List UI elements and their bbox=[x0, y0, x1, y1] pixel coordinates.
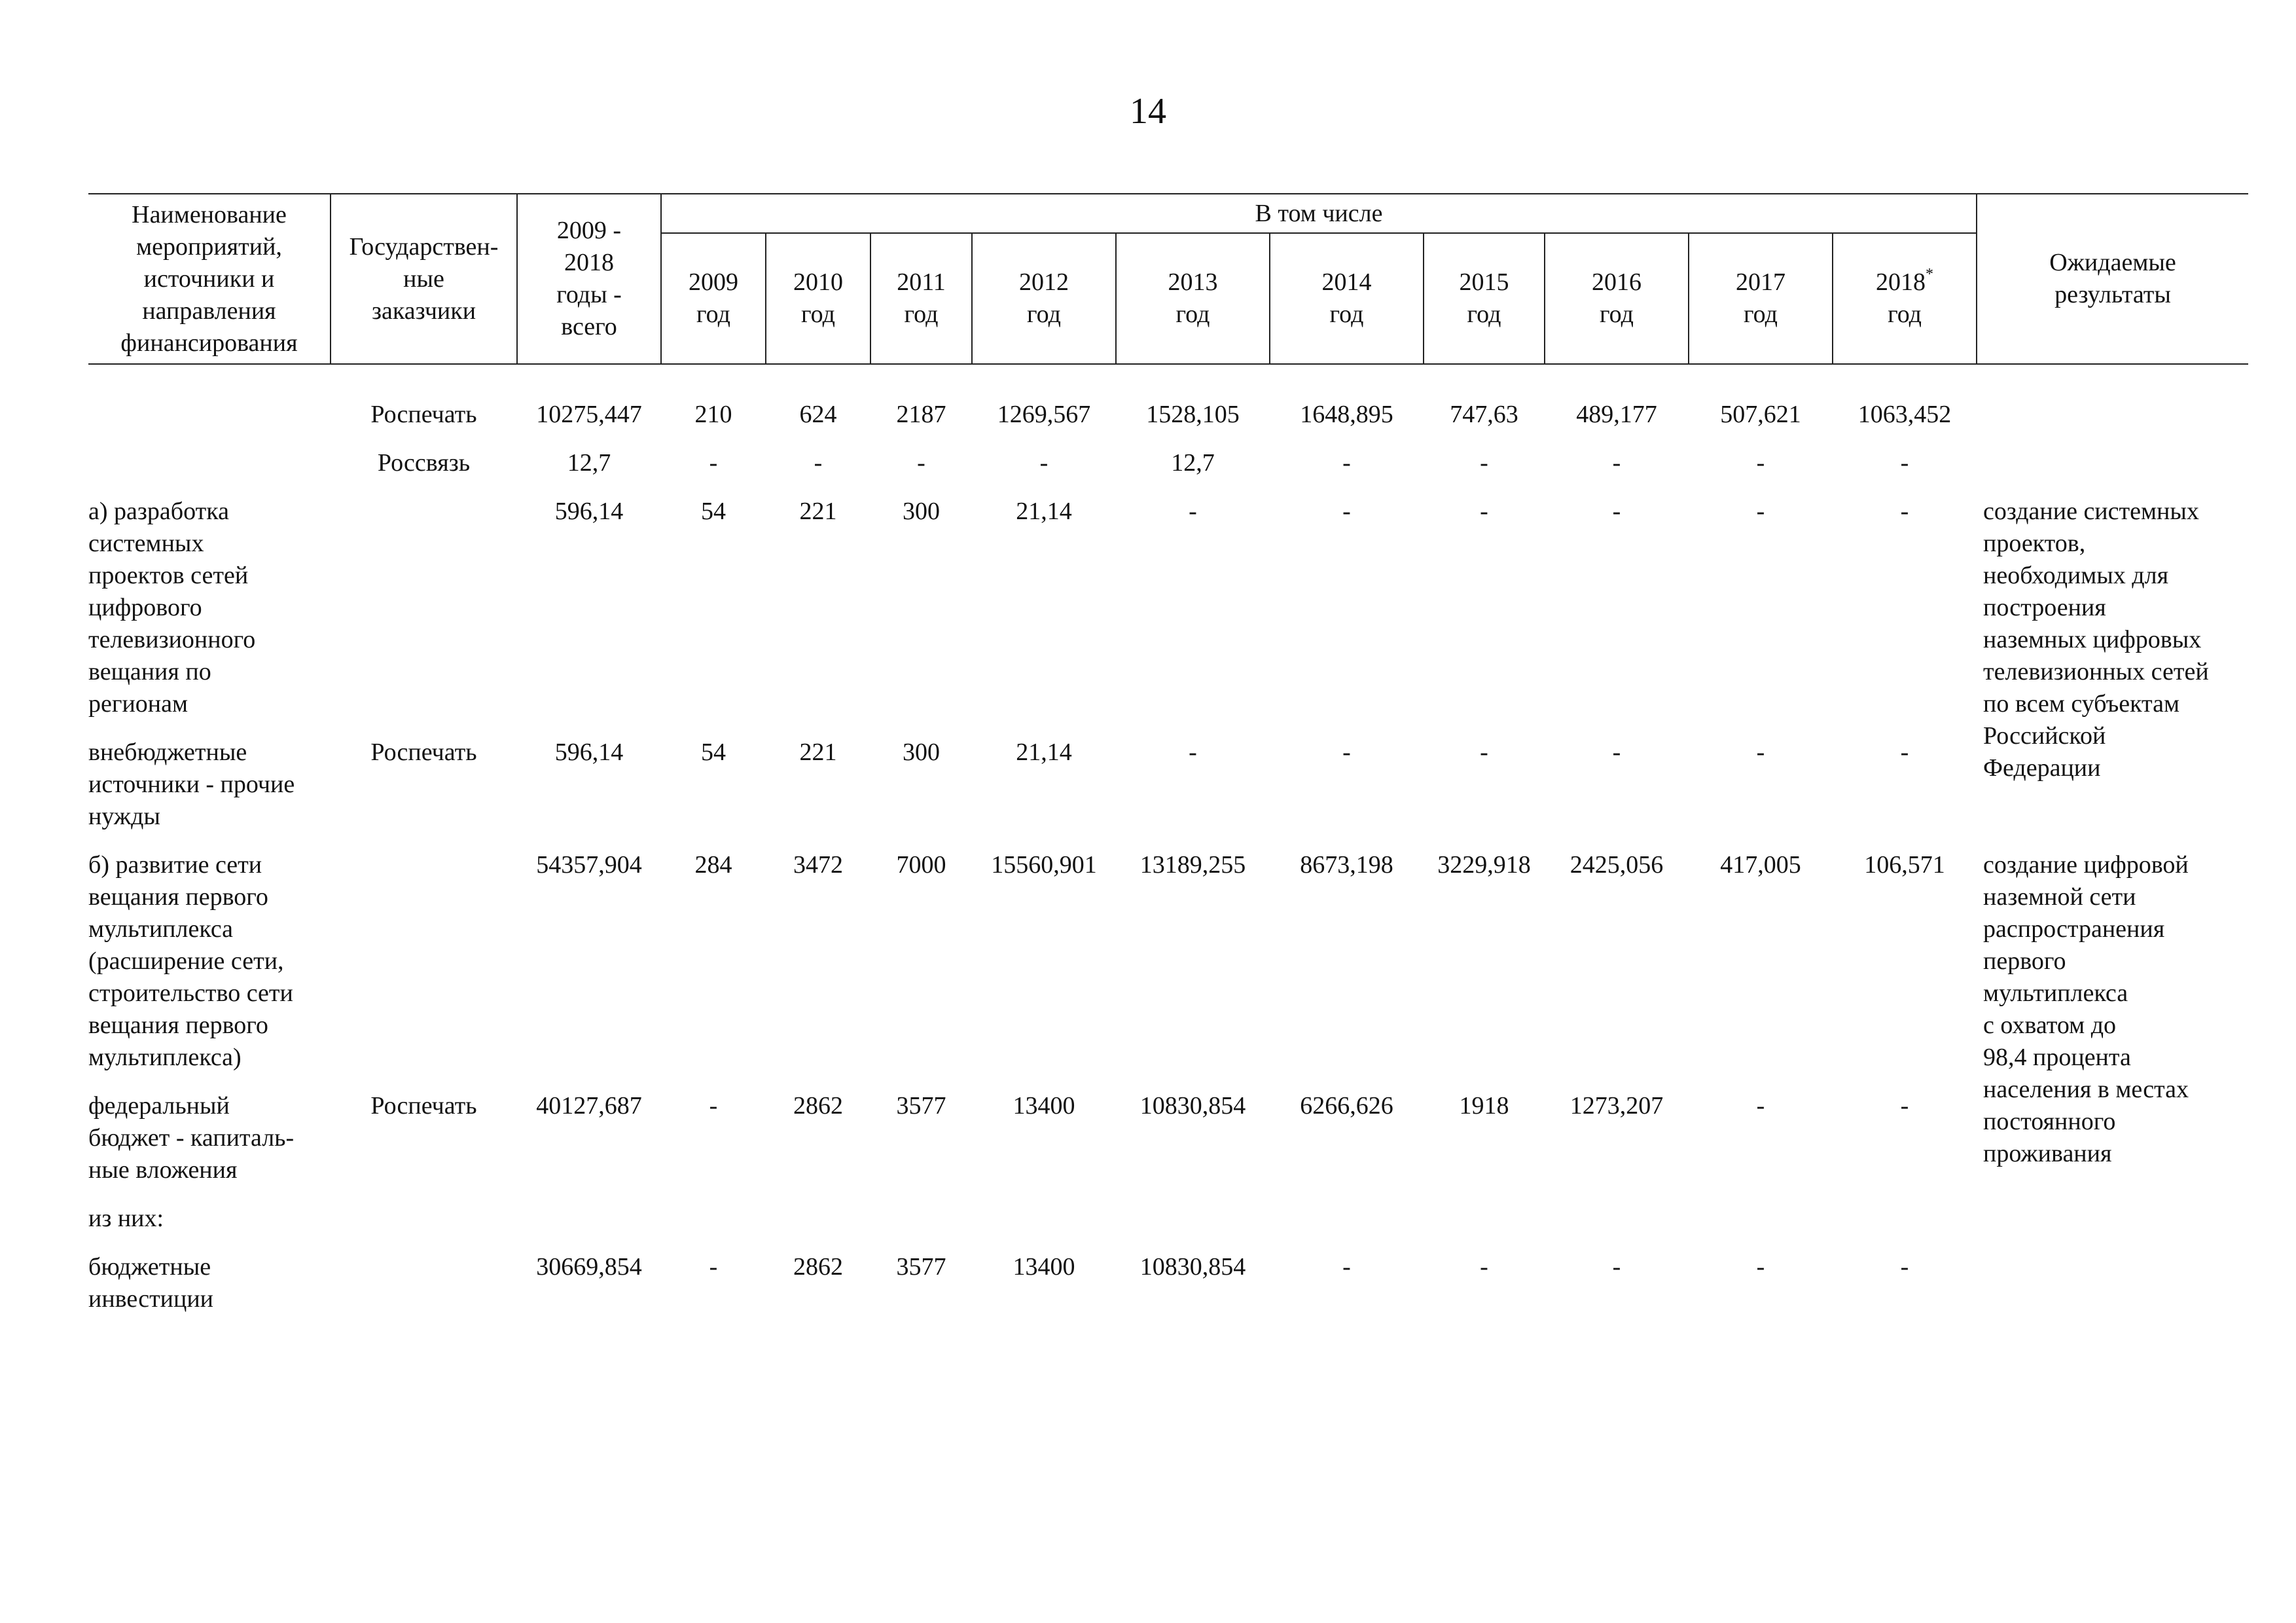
table-row bbox=[88, 1090, 2248, 1203]
cell-2013: - bbox=[1189, 739, 1197, 766]
row-name bbox=[88, 399, 331, 447]
cell-2017: - bbox=[1756, 498, 1765, 525]
cell-2018 bbox=[1833, 1203, 1977, 1251]
cell-2013 bbox=[1116, 1203, 1270, 1251]
cell-2015: 3229,918 bbox=[1437, 851, 1531, 879]
table-row bbox=[88, 447, 2248, 496]
page-number: 14 bbox=[1130, 91, 1166, 132]
cell-2011: 300 bbox=[903, 498, 940, 525]
table-row bbox=[88, 737, 2248, 849]
cell-2014: - bbox=[1342, 449, 1351, 477]
cell-2011: 2187 bbox=[896, 401, 946, 428]
cell-2015: 1918 bbox=[1459, 1092, 1509, 1120]
cell-2014: - bbox=[1342, 1253, 1351, 1281]
cell-2016 bbox=[1545, 1203, 1689, 1251]
cell-2017: 507,621 bbox=[1720, 401, 1801, 428]
cell-2016: - bbox=[1612, 449, 1621, 477]
row-result-empty bbox=[1977, 447, 2248, 496]
row-total: 40127,687 bbox=[536, 1092, 642, 1120]
cell-2012: 15560,901 bbox=[991, 851, 1097, 879]
header-year-2011: 2011 год bbox=[870, 233, 972, 364]
cell-2010: - bbox=[814, 449, 823, 477]
cell-2016: - bbox=[1612, 739, 1621, 766]
row-customer bbox=[331, 1203, 517, 1251]
cell-2018: - bbox=[1900, 498, 1909, 525]
row-customer: Россвязь bbox=[377, 449, 471, 477]
row-name: б) развитие сети вещания первого мультиплекса (расширение сети, строительство сети вещания первого мультиплекса) bbox=[88, 851, 293, 1071]
cell-2017: - bbox=[1756, 1092, 1765, 1120]
cell-2010: 624 bbox=[799, 401, 837, 428]
cell-2014: 1648,895 bbox=[1300, 401, 1393, 428]
cell-2012: 13400 bbox=[1013, 1092, 1075, 1120]
header-results: Ожидаемые результаты bbox=[1977, 194, 2248, 364]
cell-2009: 284 bbox=[694, 851, 732, 879]
cell-2012: 13400 bbox=[1013, 1253, 1075, 1281]
cell-2011: 7000 bbox=[896, 851, 946, 879]
cell-2016: - bbox=[1612, 1253, 1621, 1281]
cell-2012: - bbox=[1039, 449, 1049, 477]
cell-2010: 3472 bbox=[793, 851, 843, 879]
cell-2011: 3577 bbox=[896, 1253, 946, 1281]
cell-2017: - bbox=[1756, 449, 1765, 477]
cell-2009: - bbox=[709, 1092, 718, 1120]
cell-2009: - bbox=[709, 449, 718, 477]
cell-2013: 12,7 bbox=[1171, 449, 1215, 477]
header-customer: Государствен- ные заказчики bbox=[331, 194, 517, 364]
cell-2010: 2862 bbox=[793, 1253, 843, 1281]
header-name: Наименование мероприятий, источники и направления финансирования bbox=[88, 194, 331, 364]
cell-2016: - bbox=[1612, 498, 1621, 525]
row-total bbox=[517, 1203, 661, 1251]
cell-2014: - bbox=[1342, 739, 1351, 766]
cell-2016: 1273,207 bbox=[1570, 1092, 1664, 1120]
header-year-2010: 2010 год bbox=[766, 233, 870, 364]
row-name bbox=[88, 447, 331, 496]
cell-2012: 21,14 bbox=[1016, 739, 1072, 766]
row-total: 12,7 bbox=[567, 449, 611, 477]
budget-table bbox=[88, 193, 2248, 1332]
cell-2015: - bbox=[1480, 1253, 1488, 1281]
cell-2015: 747,63 bbox=[1450, 401, 1518, 428]
cell-2013: - bbox=[1189, 498, 1197, 525]
cell-2009: - bbox=[709, 1253, 718, 1281]
cell-2011: - bbox=[917, 449, 925, 477]
cell-2016: 489,177 bbox=[1576, 401, 1657, 428]
row-total: 30669,854 bbox=[536, 1253, 642, 1281]
cell-2014: 6266,626 bbox=[1300, 1092, 1393, 1120]
cell-2018: 1063,452 bbox=[1857, 401, 1952, 428]
header-year-2018-label: 2018 bbox=[1876, 268, 1926, 296]
header-year-2013: 2013 год bbox=[1116, 233, 1270, 364]
cell-2012: 1269,567 bbox=[997, 401, 1091, 428]
row-name: внебюджетные источники - прочие нужды bbox=[88, 739, 295, 830]
cell-2009 bbox=[661, 1203, 766, 1251]
cell-2011: 3577 bbox=[896, 1092, 946, 1120]
table-row bbox=[88, 399, 2248, 447]
table-row bbox=[88, 496, 2248, 737]
cell-2014 bbox=[1270, 1203, 1424, 1251]
cell-2015: - bbox=[1480, 739, 1488, 766]
footnote-marker: * bbox=[1926, 266, 1933, 283]
cell-2015: - bbox=[1480, 449, 1488, 477]
row-customer bbox=[331, 496, 517, 737]
cell-2013: 1528,105 bbox=[1146, 401, 1240, 428]
result-a bbox=[1977, 496, 2248, 849]
row-customer: Роспечать bbox=[370, 401, 477, 428]
table-row bbox=[88, 849, 2248, 1090]
cell-2016: 2425,056 bbox=[1570, 851, 1664, 879]
header-year-2018-suffix: год bbox=[1888, 301, 1922, 328]
cell-2010: 2862 bbox=[793, 1092, 843, 1120]
cell-2017: - bbox=[1756, 1253, 1765, 1281]
budget-table-container bbox=[88, 193, 2248, 1332]
table-row bbox=[88, 1203, 2248, 1251]
row-result-empty bbox=[1977, 1251, 2248, 1332]
cell-2017: 417,005 bbox=[1720, 851, 1801, 879]
cell-2012 bbox=[972, 1203, 1116, 1251]
cell-2011 bbox=[870, 1203, 972, 1251]
row-name: федеральный бюджет - капиталь- ные вложения bbox=[88, 1092, 295, 1184]
row-name: бюджетные инвестиции bbox=[88, 1253, 214, 1313]
cell-2018: - bbox=[1900, 739, 1909, 766]
cell-2010: 221 bbox=[799, 498, 837, 525]
result-b bbox=[1977, 849, 2248, 1203]
cell-2018: - bbox=[1900, 449, 1909, 477]
row-customer: Роспечать bbox=[370, 1092, 477, 1120]
result-b-text: создание цифровой наземной сети распространения первого мультиплекса с охватом до 98,4 процента населения в местах постоянного проживания bbox=[1983, 851, 2189, 1167]
cell-2011: 300 bbox=[903, 739, 940, 766]
header-total: 2009 - 2018 годы - всего bbox=[517, 194, 661, 364]
cell-2018: - bbox=[1900, 1092, 1909, 1120]
row-result-empty bbox=[1977, 1203, 2248, 1251]
row-customer bbox=[331, 1251, 517, 1332]
cell-2009: 54 bbox=[701, 739, 726, 766]
cell-2015 bbox=[1424, 1203, 1545, 1251]
cell-2018: - bbox=[1900, 1253, 1909, 1281]
result-a-text: создание системных проектов, необходимых для построения наземных цифровых телевизионных сетей по всем субъектам Российской Федерации bbox=[1983, 498, 2209, 782]
row-customer: Роспечать bbox=[370, 739, 477, 766]
header-year-2016: 2016 год bbox=[1545, 233, 1689, 364]
row-customer bbox=[331, 849, 517, 1090]
cell-2017 bbox=[1689, 1203, 1833, 1251]
cell-2014: 8673,198 bbox=[1300, 851, 1393, 879]
header-year-2009: 2009 год bbox=[661, 233, 766, 364]
cell-2010 bbox=[766, 1203, 870, 1251]
cell-2014: - bbox=[1342, 498, 1351, 525]
header-group-label: В том числе bbox=[661, 194, 1977, 233]
cell-2013: 13189,255 bbox=[1139, 851, 1246, 879]
row-result-empty bbox=[1977, 399, 2248, 447]
header-row-top bbox=[88, 194, 2248, 233]
header-year-2018 bbox=[1833, 233, 1977, 364]
row-name: а) разработка системных проектов сетей цифрового телевизионного вещания по регионам bbox=[88, 498, 256, 718]
cell-2012: 21,14 bbox=[1016, 498, 1072, 525]
cell-2010: 221 bbox=[799, 739, 837, 766]
cell-2009: 54 bbox=[701, 498, 726, 525]
cell-2013: 10830,854 bbox=[1139, 1253, 1246, 1281]
cell-2009: 210 bbox=[694, 401, 732, 428]
row-total: 10275,447 bbox=[536, 401, 642, 428]
header-year-2015: 2015 год bbox=[1424, 233, 1545, 364]
cell-2018: 106,571 bbox=[1864, 851, 1945, 879]
row-name: из них: bbox=[88, 1205, 164, 1232]
row-total: 596,14 bbox=[554, 498, 624, 525]
header-year-2012: 2012 год bbox=[972, 233, 1116, 364]
cell-2017: - bbox=[1756, 739, 1765, 766]
table-row bbox=[88, 1251, 2248, 1332]
cell-2013: 10830,854 bbox=[1139, 1092, 1246, 1120]
header-year-2014: 2014 год bbox=[1270, 233, 1424, 364]
cell-2015: - bbox=[1480, 498, 1488, 525]
row-total: 596,14 bbox=[554, 739, 624, 766]
row-total: 54357,904 bbox=[536, 851, 642, 879]
header-year-2017: 2017 год bbox=[1689, 233, 1833, 364]
